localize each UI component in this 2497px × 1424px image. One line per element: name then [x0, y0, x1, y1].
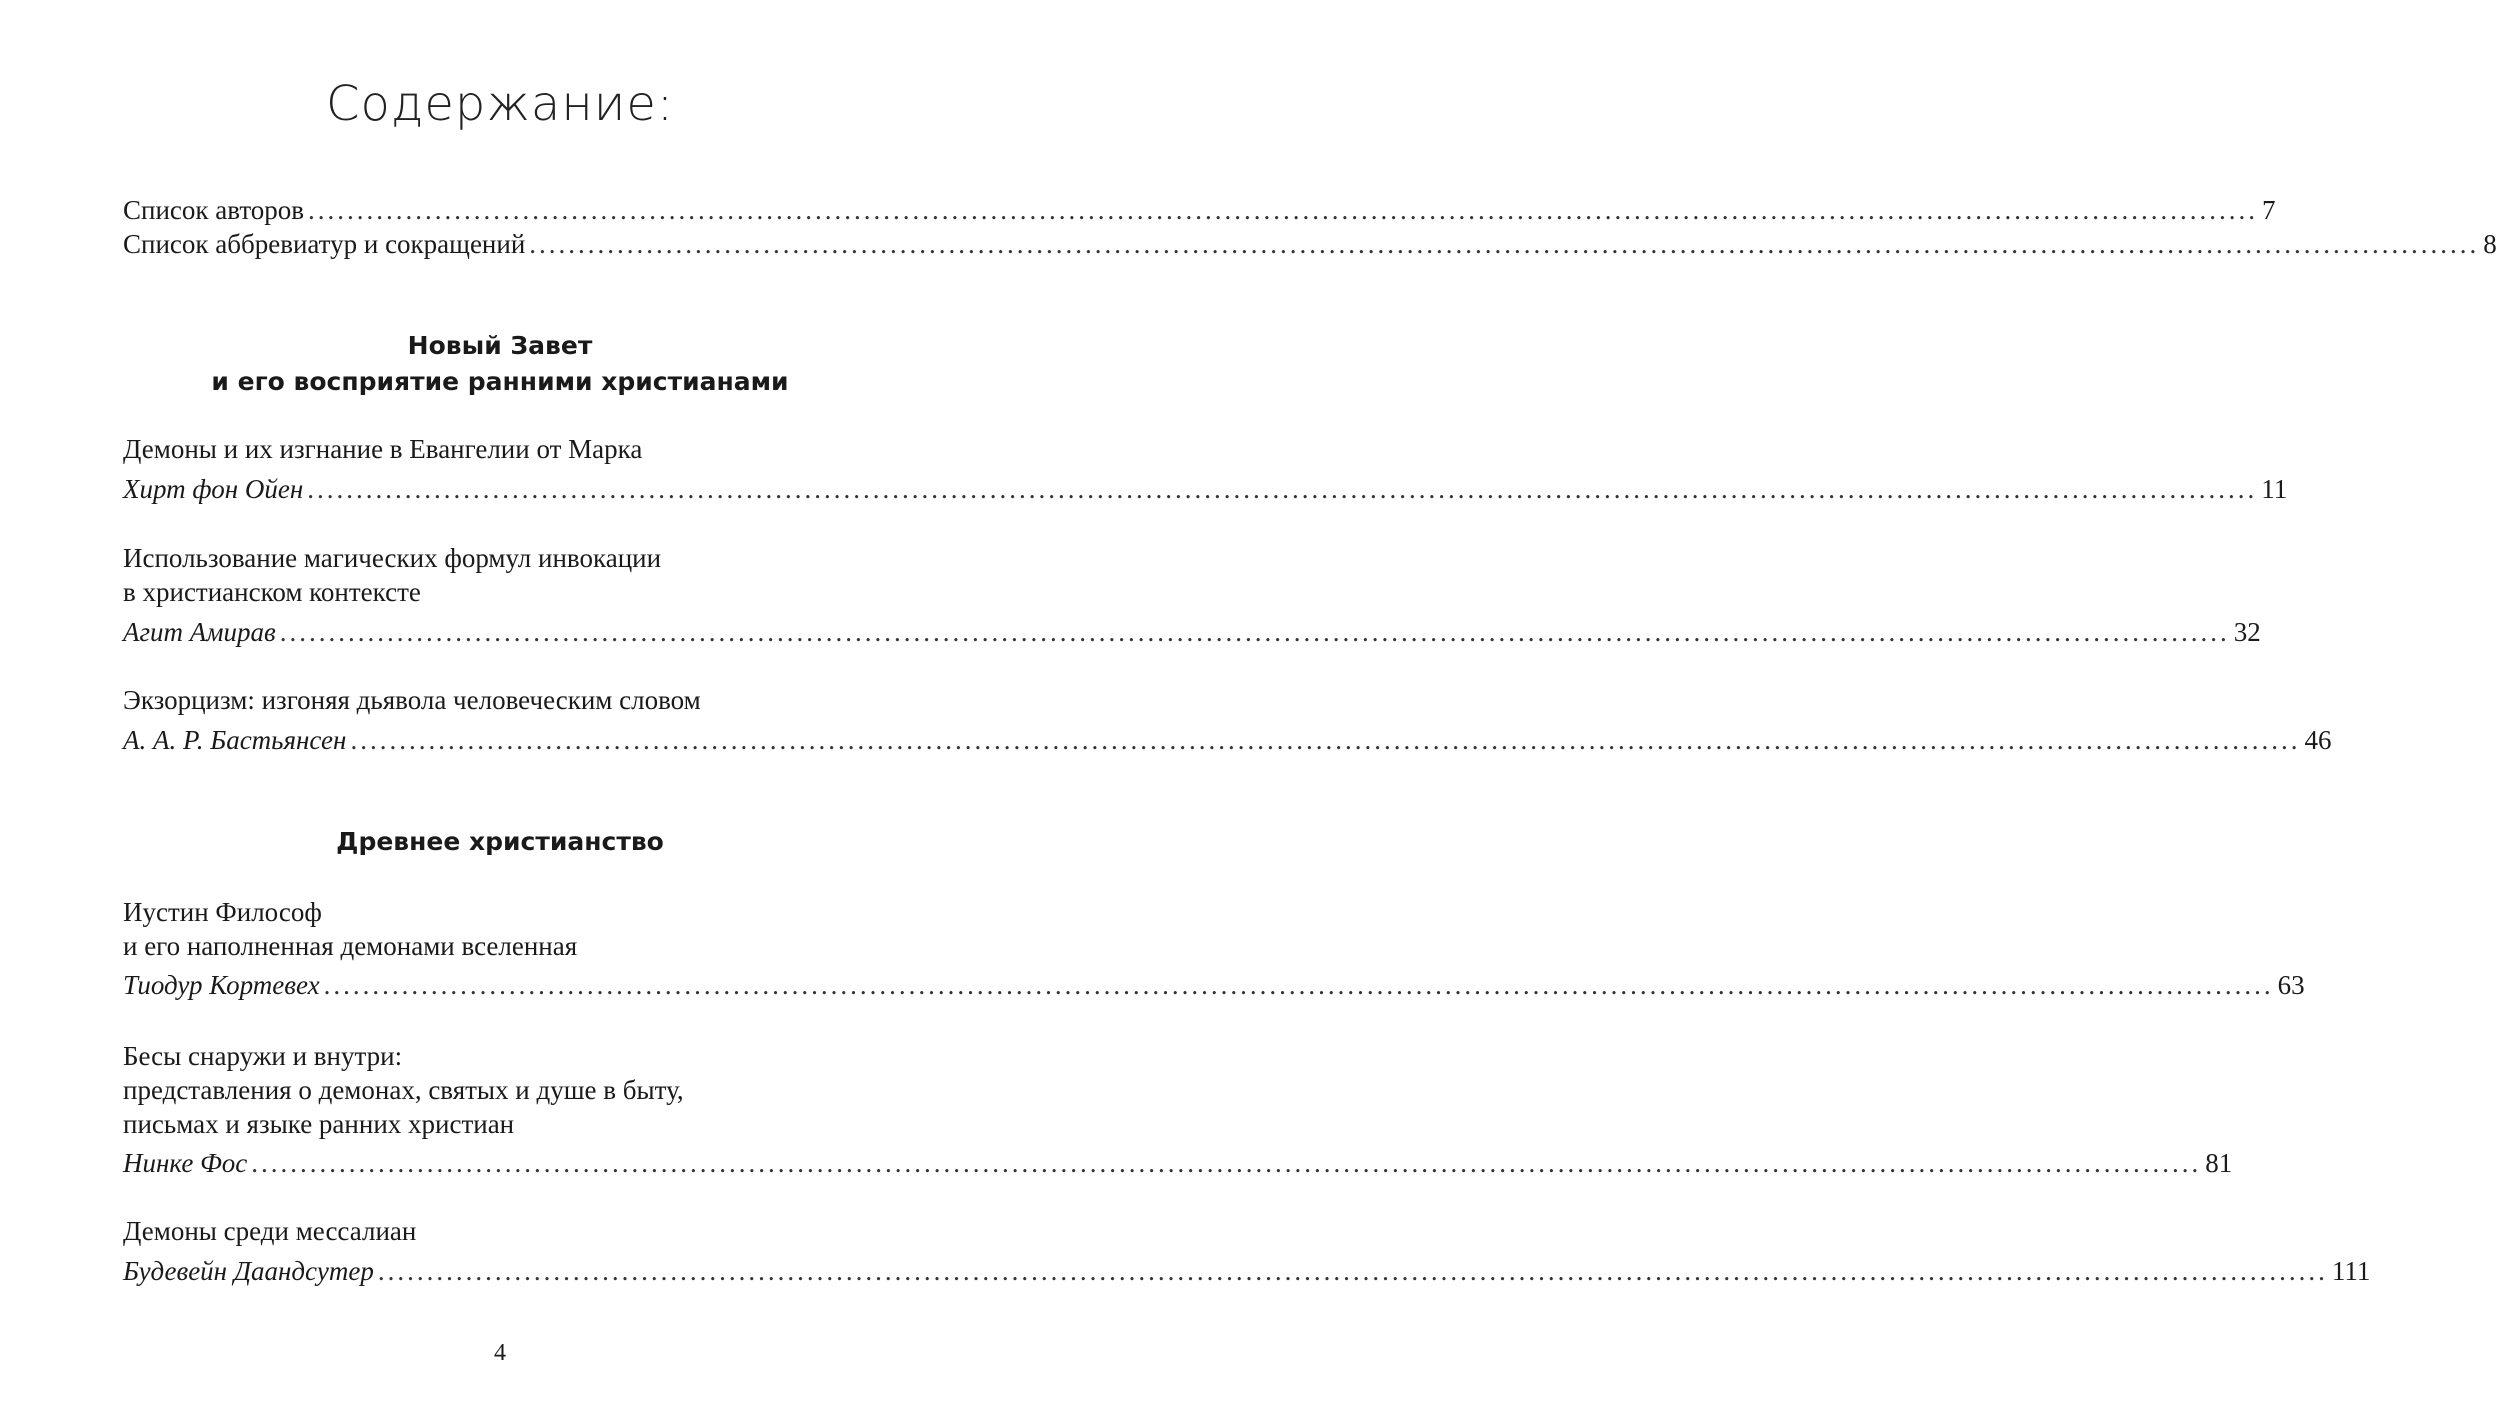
dot-leader: ........................................................................................................................................................................................................	[251, 1148, 2202, 1178]
toc-entry[interactable]	[123, 473, 2288, 505]
toc-page-number: 81	[2205, 1148, 2233, 1178]
toc-entry-title: Иустин Философ	[123, 897, 322, 927]
page-number: 4	[494, 1340, 506, 1366]
toc-entry-title: в христианском контексте	[123, 577, 421, 607]
toc-entry-author: Нинке Фос	[123, 1148, 248, 1178]
toc-entry-title: Демоны среди мессалиан	[123, 1216, 417, 1246]
toc-page-number: 7	[2262, 195, 2276, 225]
toc-entry-label: Список авторов	[123, 195, 305, 225]
toc-entry-author: А. А. Р. Бастьянсен	[123, 725, 347, 755]
toc-page-number: 63	[2277, 970, 2305, 1000]
toc-page-number: 111	[2331, 1256, 2371, 1286]
toc-entry-title: Экзорцизм: изгоняя дьявола человеческим словом	[123, 685, 701, 715]
toc-entry-abbreviations[interactable]	[123, 228, 2497, 260]
toc-entry[interactable]	[123, 724, 2332, 756]
toc-entry-author: Будевейн Даандсутер	[123, 1256, 374, 1286]
toc-entry-author: Хирт фон Ойен	[123, 474, 304, 504]
toc-page-number: 11	[2261, 474, 2288, 504]
toc-entry-title: Бесы снаружи и внутри:	[123, 1041, 403, 1071]
toc-page-number: 8	[2483, 229, 2497, 259]
section-heading: и его восприятие ранними христианами	[211, 367, 789, 396]
toc-entry-author: Тиодур Кортевех	[123, 970, 320, 1000]
section-heading: Древнее христианство	[336, 827, 664, 856]
toc-entry-title: Демоны и их изгнание в Евангелии от Марка	[123, 434, 643, 464]
toc-page-number: 46	[2304, 725, 2332, 755]
page-title: Содержание:	[325, 76, 675, 132]
toc-entry[interactable]	[123, 1255, 2371, 1287]
toc-page-number: 32	[2233, 617, 2261, 647]
dot-leader: ........................................................................................................................................................................................................	[323, 970, 2274, 1000]
toc-entry-title: и его наполненная демонами вселенная	[123, 931, 578, 961]
dot-leader: ........................................................................................................................................................................................................	[377, 1256, 2328, 1286]
dot-leader: ........................................................................................................................................................................................................	[529, 229, 2480, 259]
toc-entry-authors-list[interactable]	[123, 194, 2276, 226]
toc-entry[interactable]	[123, 969, 2305, 1001]
dot-leader: ........................................................................................................................................................................................................	[279, 617, 2230, 647]
dot-leader: ........................................................................................................................................................................................................	[308, 195, 2259, 225]
dot-leader: ........................................................................................................................................................................................................	[307, 474, 2258, 504]
dot-leader: ........................................................................................................................................................................................................	[350, 725, 2301, 755]
toc-entry[interactable]	[123, 616, 2261, 648]
toc-entry[interactable]	[123, 1147, 2233, 1179]
toc-entry-label: Список аббревиатур и сокращений	[123, 229, 526, 259]
toc-entry-title: представления о демонах, святых и душе в быту,	[123, 1075, 684, 1105]
toc-entry-title: Использование магических формул инвокации	[123, 543, 662, 573]
section-heading: Новый Завет	[407, 331, 593, 360]
toc-entry-author: Агит Амирав	[123, 617, 276, 647]
toc-entry-title: письмах и языке ранних христиан	[123, 1109, 515, 1139]
